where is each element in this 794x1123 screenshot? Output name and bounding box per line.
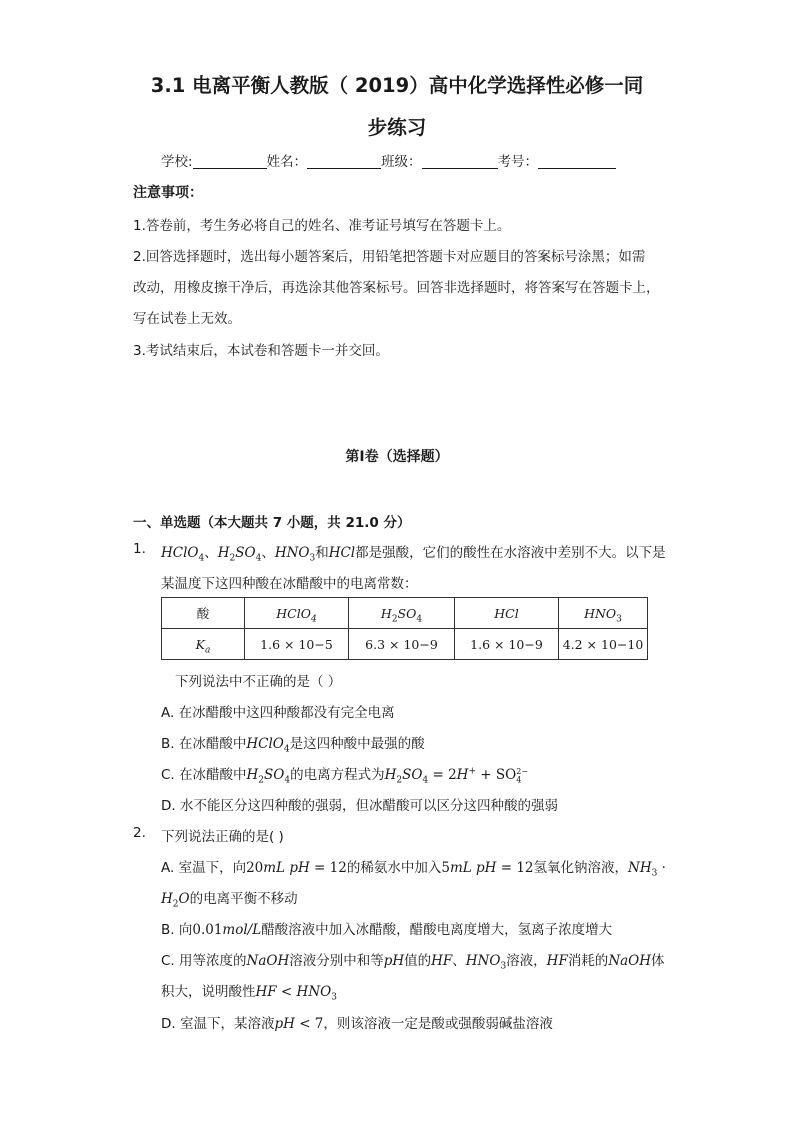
q1-option-b[interactable]: B. 在冰醋酸中HClO$_4$是这四种酸中最强的酸 bbox=[161, 736, 425, 755]
q1-prompt: 下列说法中不正确的是（ ） bbox=[175, 674, 342, 690]
q2-option-a-line2: $H_2O$的电离平衡不移动 bbox=[161, 891, 298, 910]
document-title-line1: 3.1 电离平衡人教版（ 2019）高中化学选择性必修一同 bbox=[150, 74, 644, 97]
q1-stem-line2: 某温度下这四种酸在冰醋酸中的电离常数： bbox=[161, 576, 418, 592]
q2-option-a-pre: A. 室温下，向 bbox=[161, 860, 247, 876]
q1-option-d[interactable]: D. 水不能区分这四种酸的强弱，但冰醋酸可以区分这四种酸的强弱 bbox=[161, 798, 558, 814]
q2-option-c-mid4: 消耗的 bbox=[567, 953, 609, 969]
class-label: 班级： bbox=[381, 154, 422, 170]
q2-option-c-line2-pre: 积大，说明酸性 bbox=[161, 984, 256, 1000]
name-blank[interactable] bbox=[307, 154, 381, 169]
document-title-line2: 步练习 bbox=[367, 116, 427, 139]
q2-option-b[interactable]: B. 向0.01mol/L醋酸溶液中加入冰醋酸，醋酸电离度增大，氢离子浓度增大 bbox=[161, 922, 613, 938]
table-ka-hno3: 4.2 × 10−10 bbox=[559, 629, 648, 660]
table-header-hclo4: HClO$_4$ bbox=[245, 598, 349, 629]
q2-option-a-post: 的电离平衡不移动 bbox=[189, 891, 298, 907]
q2-option-c-line2: 积大，说明酸性HF < $HNO_3$ bbox=[161, 984, 337, 1003]
q2-option-c-mid2: 值的 bbox=[404, 953, 432, 969]
q1-option-b-pre: B. 在冰醋酸中 bbox=[161, 736, 247, 752]
table-ka-hcl: 1.6 × 10−9 bbox=[455, 629, 559, 660]
table-ka-h2so4: 6.3 × 10−9 bbox=[349, 629, 455, 660]
q2-option-d-post: ，则该溶液一定是酸或强酸弱碱盐溶液 bbox=[323, 1016, 553, 1032]
q1-stem-line1: HClO$_4$、$H_2SO_4$、$HNO_3$和HCl都是强酸，它们的酸性在水溶液中差别不大。以下是 bbox=[161, 545, 666, 564]
q1-option-b-post: 是这四种酸中最强的酸 bbox=[289, 736, 425, 752]
q2-option-d-pre: D. 室温下，某溶液 bbox=[161, 1016, 275, 1032]
notice-item-3: 3.考试结束后，本试卷和答题卡一并交回。 bbox=[133, 343, 389, 359]
notice-item-1: 1.答卷前，考生务必将自己的姓名、准考证号填写在答题卡上。 bbox=[133, 218, 511, 234]
table-header-acid: 酸 bbox=[162, 598, 245, 629]
part-heading: 一、单选题（本大题共 7 小题，共 21.0 分） bbox=[133, 515, 411, 531]
exam-number-label: 考号： bbox=[497, 154, 539, 170]
exam-number-blank[interactable] bbox=[538, 154, 616, 169]
q1-option-c[interactable]: C. 在冰醋酸中$H_2SO_4$的电离方程式为$H_2SO_4 = 2H^+ + SO_4^{2-}$ bbox=[161, 766, 529, 786]
q1-option-c-pre: C. 在冰醋酸中 bbox=[161, 767, 247, 783]
notice-item-2-line2: 改动，用橡皮擦干净后，再选涂其他答案标号。回答非选择题时，将答案写在答题卡上， bbox=[133, 280, 660, 296]
info-fields bbox=[161, 150, 616, 170]
q2-number: 2. bbox=[133, 825, 146, 841]
table-ka-label: $K_a$ bbox=[162, 629, 245, 660]
table-row bbox=[162, 629, 648, 660]
q2-option-a-mid2: 氢氧化钠溶液， bbox=[533, 860, 628, 876]
q2-option-a[interactable]: A. 室温下，向20mL pH = 12的稀氨水中加入5mL pH = 12氢氧化钠溶液，$NH_3$ · bbox=[161, 860, 666, 879]
q1-stem-line1-text: 都是强酸，它们的酸性在水溶液中差别不大。以下是 bbox=[355, 545, 666, 561]
q2-option-b-post: 醋酸溶液中加入冰醋酸，醋酸电离度增大，氢离子浓度增大 bbox=[261, 922, 613, 938]
ionization-constant-table bbox=[161, 597, 648, 660]
notice-item-2-line1: 2.回答选择题时，选出每小题答案后，用铅笔把答题卡对应题目的答案标号涂黑；如需 bbox=[133, 249, 646, 265]
table-ka-hclo4: 1.6 × 10−5 bbox=[245, 629, 349, 660]
q1-option-a[interactable]: A. 在冰醋酸中这四种酸都没有完全电离 bbox=[161, 705, 395, 721]
table-row bbox=[162, 598, 648, 629]
table-header-h2so4: $H_2SO_4$ bbox=[349, 598, 455, 629]
table-header-hcl: HCl bbox=[455, 598, 559, 629]
section-title: 第Ⅰ卷（选择题） bbox=[345, 449, 449, 465]
school-blank[interactable] bbox=[193, 154, 267, 169]
q2-option-c-mid1: 溶液分别中和等 bbox=[289, 953, 384, 969]
q2-option-c[interactable]: C. 用等浓度的NaOH溶液分别中和等pH值的HF、$HNO_3$溶液，HF消耗的NaOH体 bbox=[161, 953, 665, 972]
q1-number: 1. bbox=[133, 541, 146, 557]
table-header-hno3: $HNO_3$ bbox=[559, 598, 648, 629]
q2-option-c-tail: 体 bbox=[651, 953, 665, 969]
q1-option-c-mid: 的电离方程式为 bbox=[290, 767, 385, 783]
q2-option-c-pre: C. 用等浓度的 bbox=[161, 953, 247, 969]
class-blank[interactable] bbox=[422, 154, 498, 169]
q2-option-c-mid3: 溶液， bbox=[506, 953, 547, 969]
name-label: 姓名： bbox=[266, 154, 308, 170]
q2-option-b-pre: B. 向 bbox=[161, 922, 193, 938]
q2-stem: 下列说法正确的是( ) bbox=[161, 829, 284, 845]
notice-item-2-line3: 写在试卷上无效。 bbox=[133, 311, 241, 327]
q2-option-a-mid1: 的稀氨水中加入 bbox=[346, 860, 442, 876]
q2-option-d[interactable]: D. 室温下，某溶液pH < 7，则该溶液一定是酸或强酸弱碱盐溶液 bbox=[161, 1016, 553, 1032]
notice-heading: 注意事项： bbox=[133, 185, 203, 201]
school-label: 学校: bbox=[161, 154, 193, 170]
